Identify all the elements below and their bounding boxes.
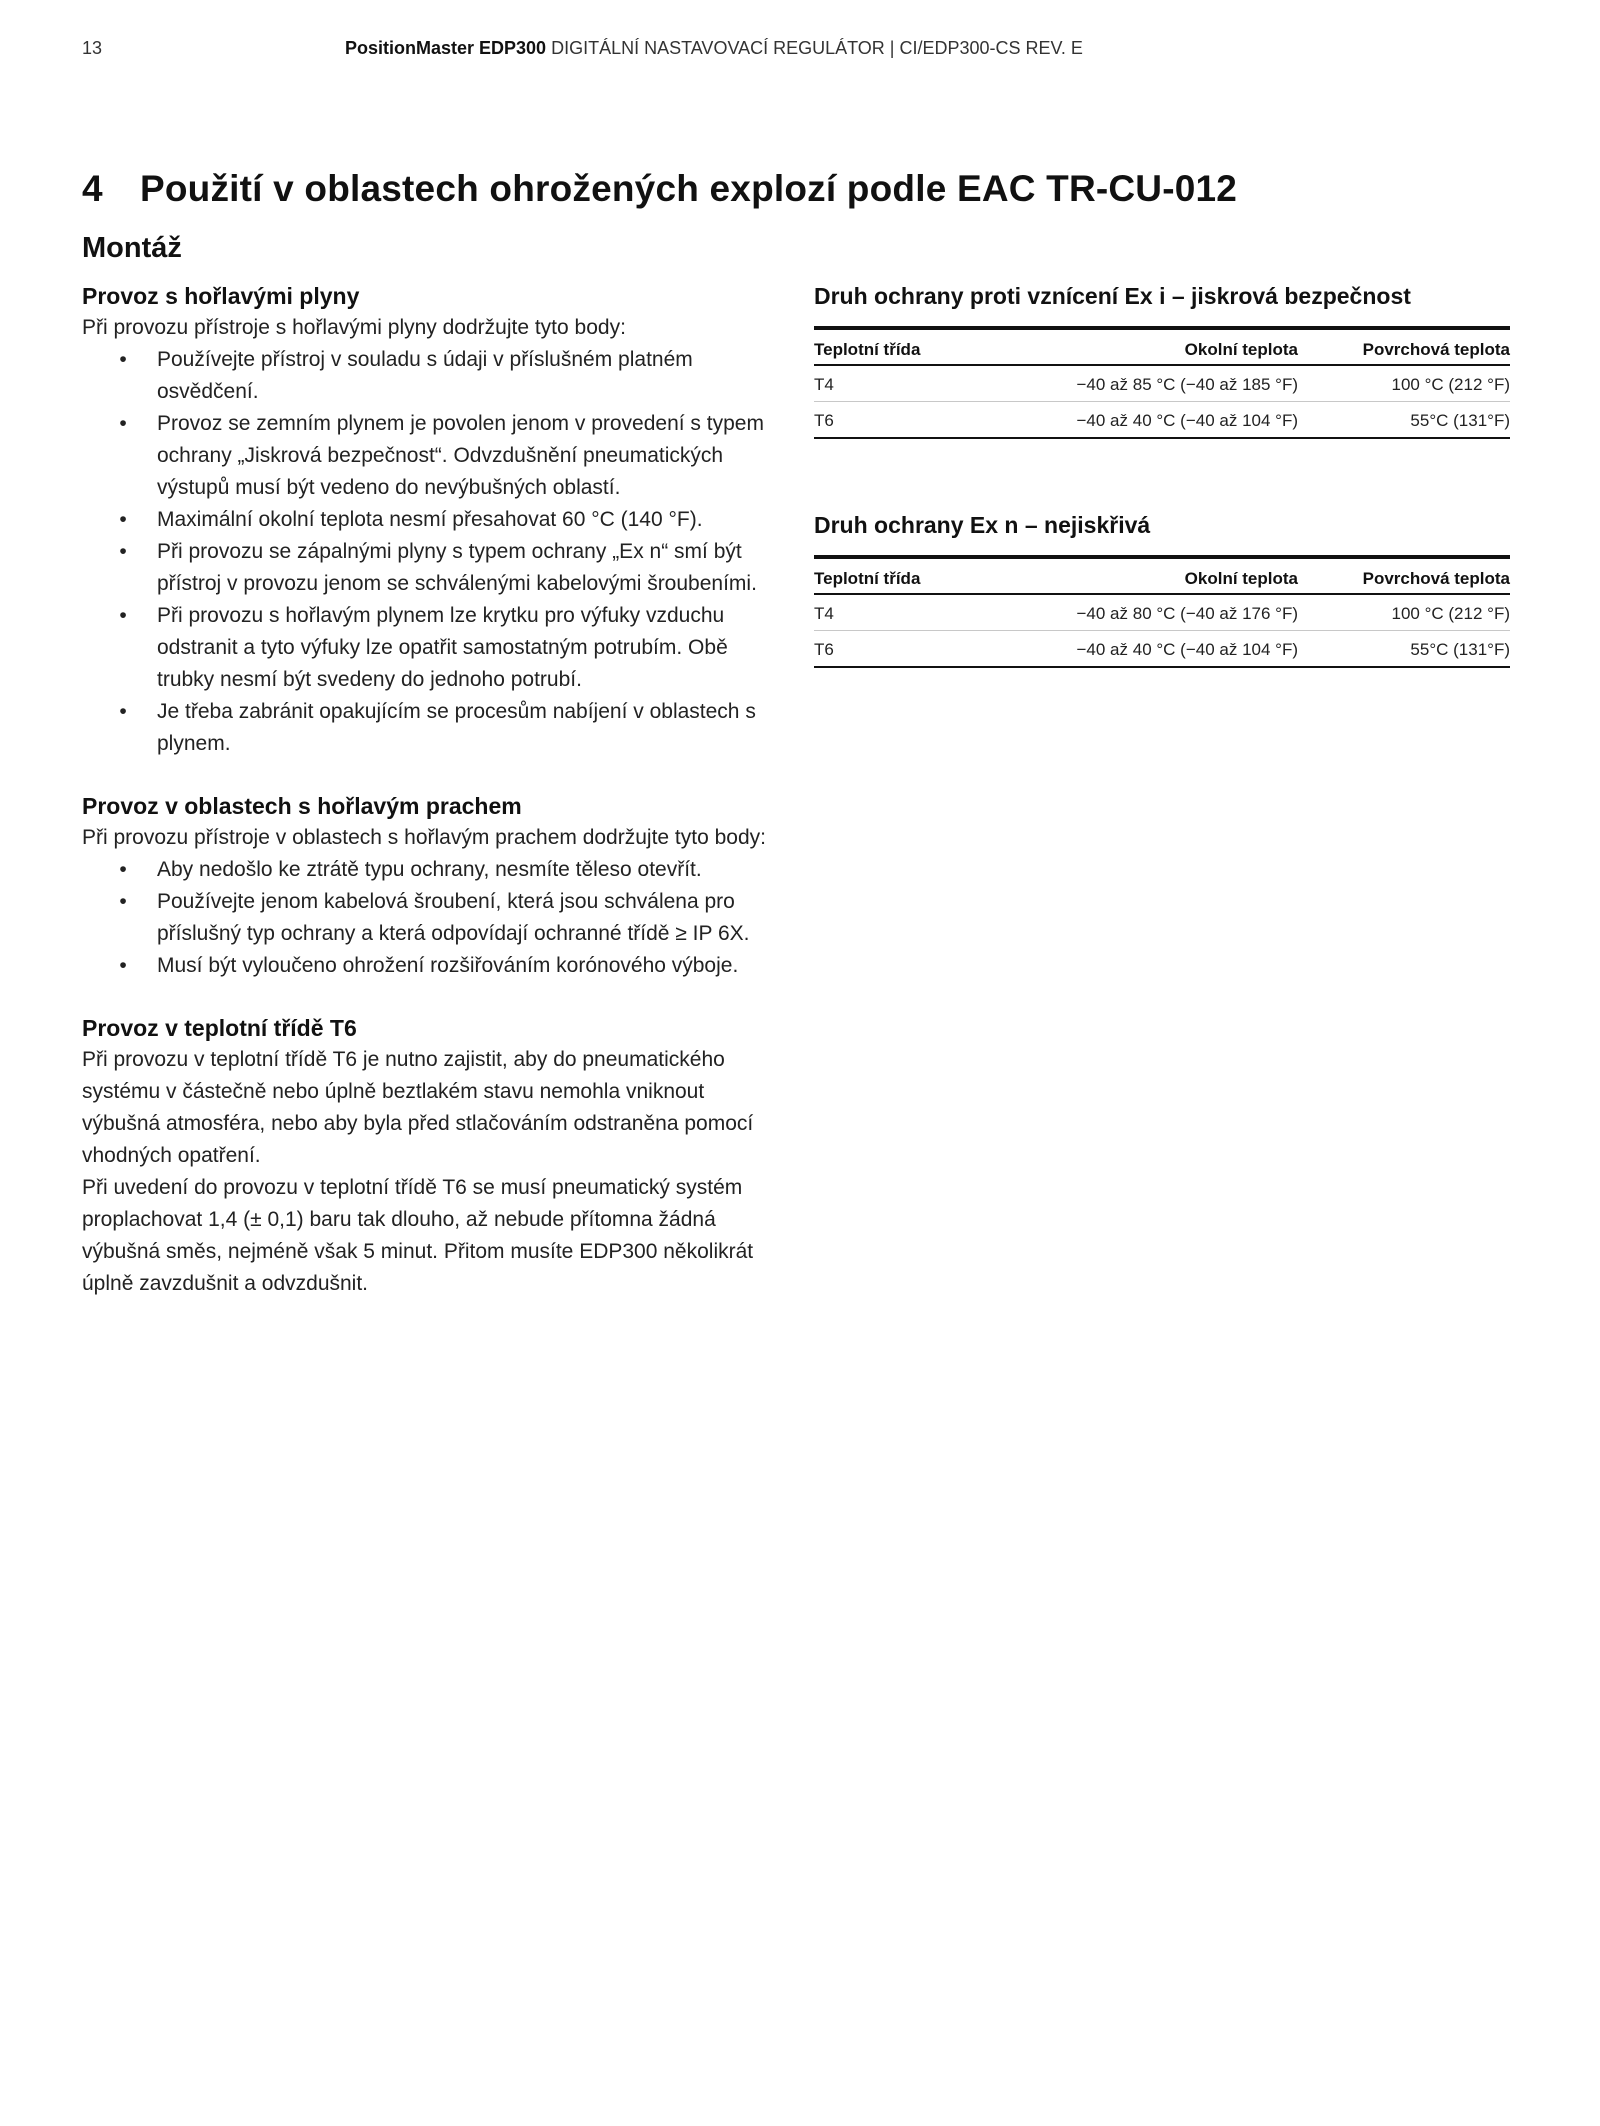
t6-operation-heading: Provoz v teplotní třídě T6 (82, 1015, 357, 1041)
table-cell: 100 °C (212 °F) (1298, 365, 1510, 402)
t6-operation-paragraph-2: Při uvedení do provozu v teplotní třídě T6 se musí pneumatický systém proplachovat 1,4 (± 0,1) baru tak dlouho, až nebude přítomna žádná výbušná směs, nejméně však 5 minut. Přitom musíte EDP300 několikrát úplně zavzdušnit a odvzdušnit. (82, 1176, 754, 1295)
table-cell: T6 (814, 631, 964, 668)
bullet-icon: • (119, 508, 127, 531)
dust-operation-block (82, 790, 782, 982)
ex-n-protection-section (814, 509, 1510, 668)
t6-operation-paragraph-1: Při provozu v teplotní třídě T6 je nutno zajistit, aby do pneumatického systému v částečně nebo úplně beztlakém stavu nemohla vniknout výbušná atmosféra, nebo aby byla před stlačováním odstraněna pomocí vhodných opatření. (82, 1048, 754, 1167)
table-cell: 55°C (131°F) (1298, 631, 1510, 668)
list-item-text: Při provozu s hořlavým plynem lze krytku pro výfuky vzduchu odstranit a tyto výfuky lze opatřit samostatným potrubím. Obě trubky nesmí být svedeny do jednoho potrubí. (157, 604, 728, 691)
ex-i-temperature-table (814, 326, 1510, 439)
chapter-title-text: Použití v oblastech ohrožených explozí podle EAC TR-CU-012 (140, 168, 1238, 209)
gas-operation-list (82, 344, 782, 760)
list-item (82, 504, 782, 536)
left-column (82, 280, 782, 1330)
section-title: Montáž (82, 232, 182, 264)
page-number: 13 (82, 38, 103, 58)
gas-operation-heading: Provoz s hořlavými plyny (82, 283, 360, 309)
table-row (814, 365, 1510, 402)
list-item (82, 854, 782, 886)
list-item-text: Musí být vyloučeno ohrožení rozšiřováním korónového výboje. (157, 954, 739, 977)
bullet-icon: • (119, 540, 127, 563)
list-item-text: Používejte přístroj v souladu s údaji v příslušném platném osvědčení. (157, 348, 693, 403)
bullet-icon: • (119, 604, 127, 627)
header-product-name: PositionMaster EDP300 (345, 38, 547, 58)
chapter-number: 4 (82, 168, 103, 209)
table-row (814, 631, 1510, 668)
dust-operation-list (82, 854, 782, 982)
t6-operation-block (82, 1012, 782, 1300)
table-cell: −40 až 85 °C (−40 až 185 °F) (964, 365, 1298, 402)
running-header (345, 38, 1083, 59)
bullet-icon: • (119, 890, 127, 913)
list-item (82, 600, 782, 696)
ex-i-protection-section (814, 280, 1510, 439)
list-item (82, 344, 782, 408)
table-cell: T4 (814, 594, 964, 631)
list-item (82, 950, 782, 982)
table-header-row (814, 557, 1510, 594)
column-header-surface-temperature: Povrchová teplota (1298, 557, 1510, 594)
bullet-icon: • (119, 412, 127, 435)
column-header-surface-temperature: Povrchová teplota (1298, 328, 1510, 365)
ex-n-temperature-table (814, 555, 1510, 668)
header-document-info: DIGITÁLNÍ NASTAVOVACÍ REGULÁTOR | CI/EDP300-CS REV. E (546, 38, 1083, 58)
table-header-row (814, 328, 1510, 365)
table-cell: −40 až 80 °C (−40 až 176 °F) (964, 594, 1298, 631)
list-item-text: Je třeba zabránit opakujícím se procesům nabíjení v oblastech s plynem. (157, 700, 756, 755)
gas-operation-block (82, 280, 782, 760)
dust-operation-heading: Provoz v oblastech s hořlavým prachem (82, 793, 522, 819)
page-header (82, 38, 1522, 62)
ex-i-table-title: Druh ochrany proti vznícení Ex i – jiskrová bezpečnost (814, 283, 1411, 309)
table-row (814, 594, 1510, 631)
table-cell: −40 až 40 °C (−40 až 104 °F) (964, 631, 1298, 668)
right-column (814, 280, 1510, 668)
table-cell: −40 až 40 °C (−40 až 104 °F) (964, 402, 1298, 439)
ex-n-table-title: Druh ochrany Ex n – nejiskřivá (814, 512, 1151, 538)
table-cell: T4 (814, 365, 964, 402)
table-row (814, 402, 1510, 439)
chapter-title (82, 168, 1237, 210)
table-cell: 100 °C (212 °F) (1298, 594, 1510, 631)
column-header-temperature-class: Teplotní třída (814, 328, 964, 365)
list-item (82, 696, 782, 760)
table-cell: 55°C (131°F) (1298, 402, 1510, 439)
dust-operation-intro: Při provozu přístroje v oblastech s hořlavým prachem dodržujte tyto body: (82, 826, 766, 849)
table-cell: T6 (814, 402, 964, 439)
bullet-icon: • (119, 700, 127, 723)
column-header-temperature-class: Teplotní třída (814, 557, 964, 594)
list-item (82, 536, 782, 600)
bullet-icon: • (119, 858, 127, 881)
bullet-icon: • (119, 954, 127, 977)
column-header-ambient-temperature: Okolní teplota (964, 557, 1298, 594)
bullet-icon: • (119, 348, 127, 371)
column-header-ambient-temperature: Okolní teplota (964, 328, 1298, 365)
list-item-text: Maximální okolní teplota nesmí přesahovat 60 °C (140 °F). (157, 508, 703, 531)
list-item-text: Aby nedošlo ke ztrátě typu ochrany, nesmíte těleso otevřít. (157, 858, 702, 881)
list-item (82, 886, 782, 950)
gas-operation-intro: Při provozu přístroje s hořlavými plyny dodržujte tyto body: (82, 316, 626, 339)
list-item-text: Provoz se zemním plynem je povolen jenom v provedení s typem ochrany „Jiskrová bezpečnost“. Odvzdušnění pneumatických výstupů musí být vedeno do nevýbušných oblastí. (157, 412, 764, 499)
list-item-text: Používejte jenom kabelová šroubení, která jsou schválena pro příslušný typ ochrany a která odpovídají ochranné třídě ≥ IP 6X. (157, 890, 750, 945)
list-item (82, 408, 782, 504)
list-item-text: Při provozu se zápalnými plyny s typem ochrany „Ex n“ smí být přístroj v provozu jenom se schválenými kabelovými šroubeními. (157, 540, 757, 595)
